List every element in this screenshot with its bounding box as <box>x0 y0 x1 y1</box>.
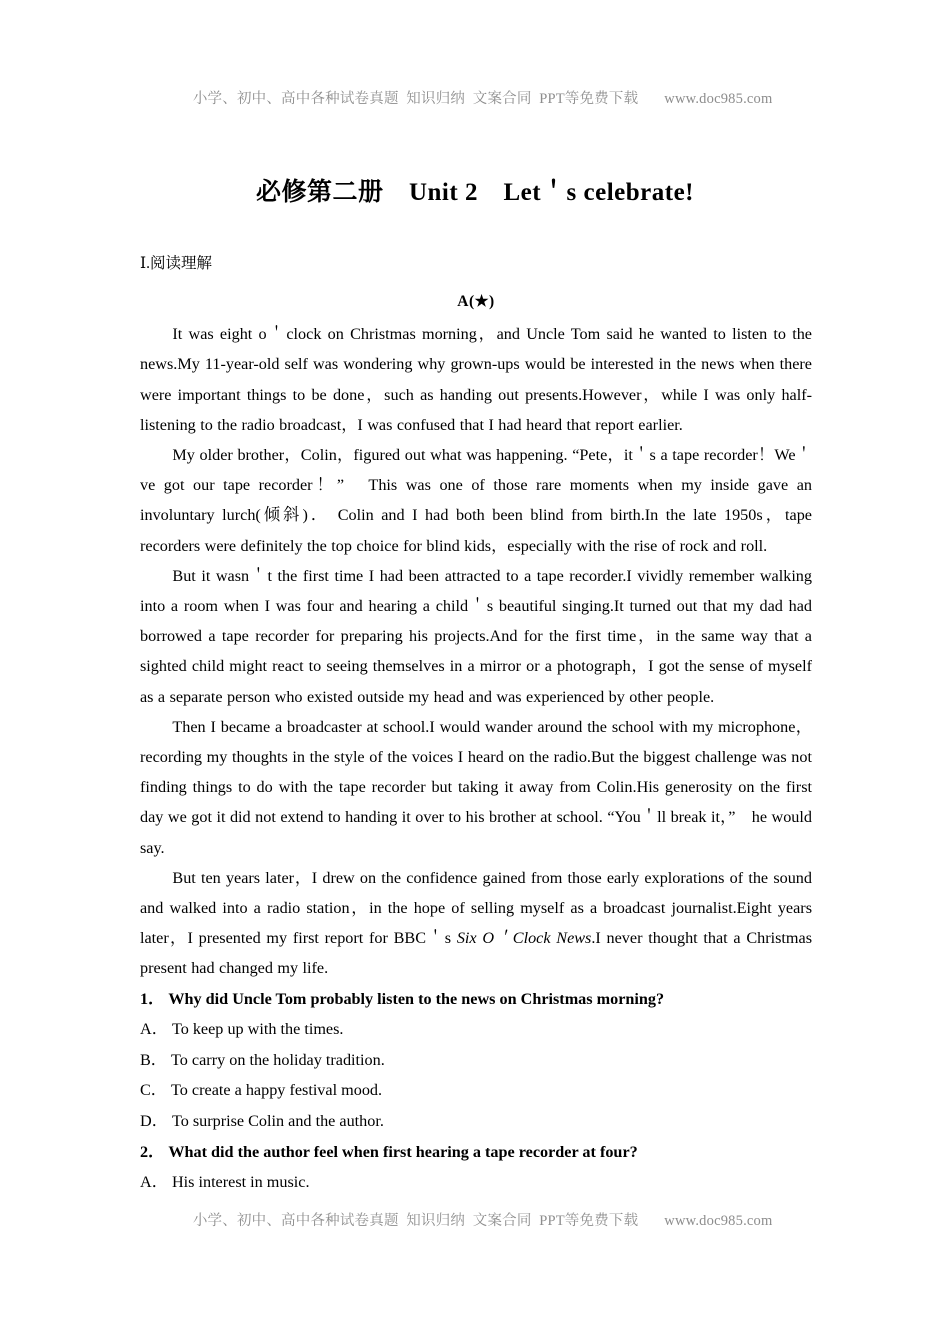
passage-label: A(★) <box>457 293 495 311</box>
option-text: To carry on the holiday tradition. <box>171 1050 385 1069</box>
passage-paragraph: It was eight o＇clock on Christmas morning，and Uncle Tom said he wanted to listen to the news.My 11-year-old self was wondering why grown-ups would be interested in the news when there were important things to be done，such as handing out presents.However，while I was only half-listening to the radio broadcast，I was confused that I had heard that report earlier. <box>140 325 812 434</box>
option-text: His interest in music. <box>171 1173 310 1192</box>
option-letter: A． <box>140 1173 168 1192</box>
watermark-header <box>0 70 950 125</box>
question-2 <box>140 1137 812 1168</box>
option-text: To surprise Colin and the author. <box>171 1111 384 1130</box>
option-letter: B． <box>140 1050 167 1069</box>
question-text: What did the author feel when first hearing a tape recorder at four? <box>168 1142 638 1161</box>
passage-paragraph: But it wasn＇t the first time I had been attracted to a tape recorder.I vividly remember walking into a room when I was four and hearing a child＇s beautiful singing.It turned out that my dad had borrowed a tape recorder for preparing his projects.And for the first time，in the same way that a sighted child might react to seeing themselves in a mirror or a photograph，I got the sense of myself as a separate person who existed outside my head and was experienced by other people. <box>140 566 812 706</box>
watermark-footer <box>0 1192 950 1247</box>
question-1-option-d[interactable] <box>140 1106 812 1137</box>
option-letter: C． <box>140 1081 167 1100</box>
passage-text-after-title: .I never thought that a Christmas present had changed my life. <box>140 929 812 978</box>
passage-text-before-title: But ten years later，I drew on the confidence gained from those early explorations of the sound and walked into a radio station，in the hope of selling myself as a broadcast journalist.Eight years later，I presented my first report for BBC＇s <box>140 868 812 948</box>
option-letter: D． <box>140 1111 168 1130</box>
watermark-header-url: www.doc985.com <box>664 91 773 107</box>
passage-paragraph: Then I became a broadcaster at school.I would wander around the school with my microphone，recording my thoughts in the style of the voices I heard on the radio.But the biggest challenge was not finding things to do with the tape recorder but taking it away from Colin.His generosity on the first day we got it did not extend to handing it over to his brother at school. “You＇ll break it，” he would say. <box>140 717 812 857</box>
option-text: To create a happy festival mood. <box>171 1081 383 1100</box>
watermark-footer-text: 小学、初中、高中各种试卷真题 知识归纳 文案合同 PPT等免费下载 <box>192 1213 639 1229</box>
question-1-option-b[interactable] <box>140 1045 812 1076</box>
question-text: Why did Uncle Tom probably listen to the news on Christmas morning? <box>168 989 665 1008</box>
passage-paragraph-final <box>140 863 812 984</box>
question-1 <box>140 984 812 1015</box>
question-1-option-c[interactable] <box>140 1075 812 1106</box>
option-letter: A． <box>140 1020 168 1039</box>
watermark-header-text: 小学、初中、高中各种试卷真题 知识归纳 文案合同 PPT等免费下载 <box>192 91 639 107</box>
option-text: To keep up with the times. <box>171 1020 344 1039</box>
passage-paragraph: My older brother，Colin，figured out what was happening. “Pete，it＇s a tape recorder！We＇ve got our tape recorder！” This was one of those rare moments when my inside gave an involuntary lurch(倾斜)． Colin and I had both been blind from birth.In the late 1950s，tape recorders were definitely the top choice for blind kids，especially with the rise of rock and roll. <box>140 445 812 555</box>
page-title: 必修第二册 Unit 2 Let＇s celebrate! <box>255 179 695 206</box>
question-number: 2． <box>140 1142 165 1161</box>
watermark-footer-url: www.doc985.com <box>664 1213 773 1229</box>
question-number: 1． <box>140 989 165 1008</box>
document-content <box>140 254 812 1198</box>
section-heading: Ⅰ.阅读理解 <box>140 255 212 272</box>
programme-title: Six O＇Clock News <box>456 929 592 948</box>
question-1-option-a[interactable] <box>140 1014 812 1045</box>
